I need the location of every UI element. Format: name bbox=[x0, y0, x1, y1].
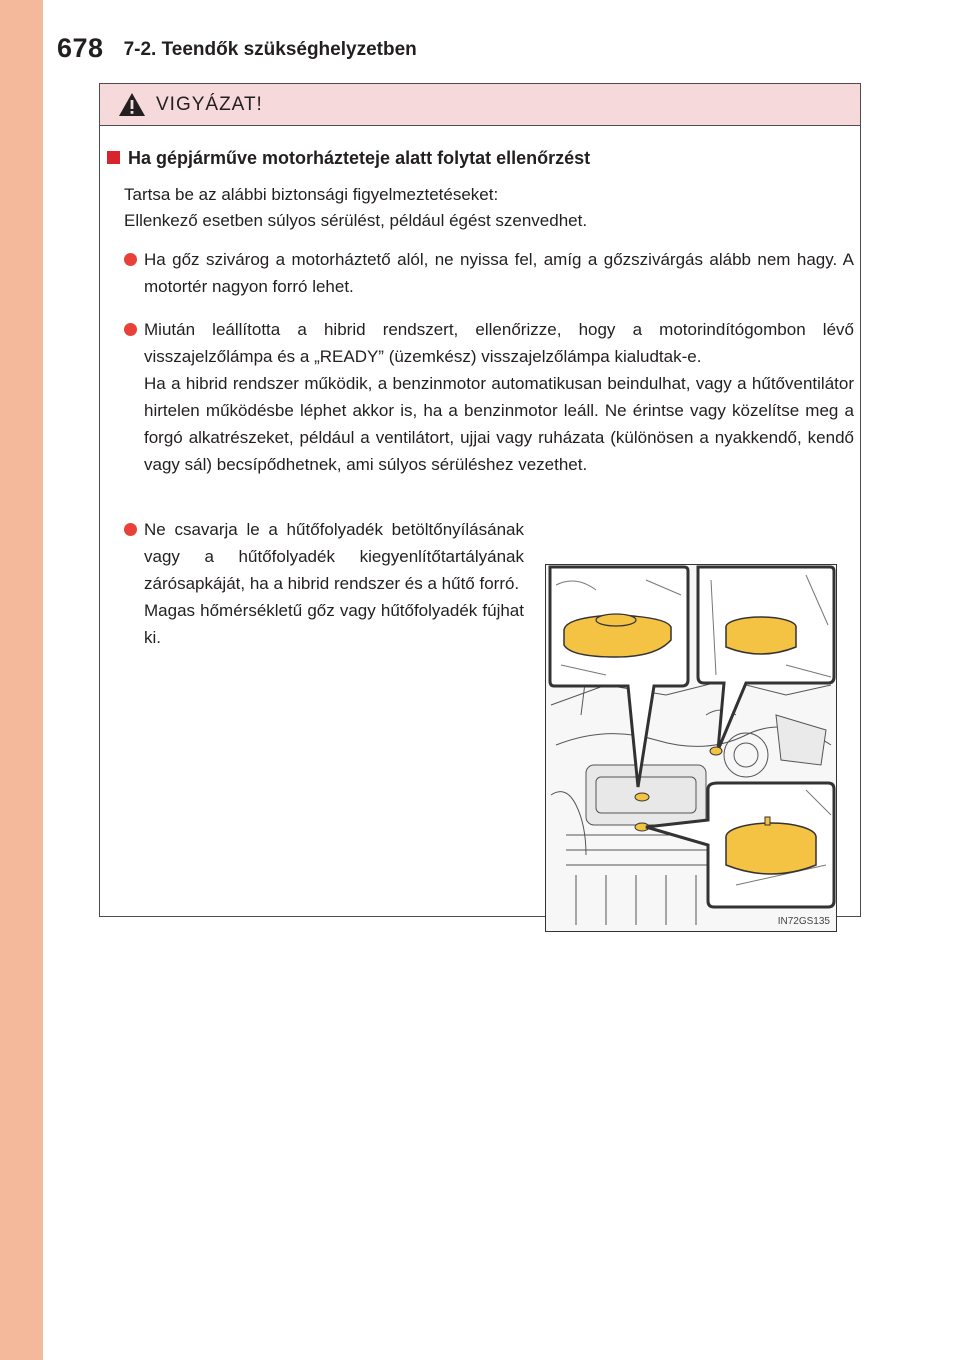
bullet-paragraph: Ha a hibrid rendszer működik, a benzinmotor automatikusan beindulhat, vagy a hűtőventilátor hirtelen működésbe léphet akkor is, ha a benzinmotor leáll. Ne érintse vagy közelítse meg a forgó alkatrészeket, például a ventilátort, ujjai vagy ruházata (különösen a nyakkendő, kendő vagy sál) becsípődhetnek, ami súlyos sérüléshez vezethet. bbox=[144, 374, 854, 474]
page-header bbox=[57, 24, 417, 64]
warning-header bbox=[100, 84, 860, 126]
page-number: 678 bbox=[57, 33, 104, 63]
bullet-item bbox=[124, 516, 524, 651]
engine-bay-drawing bbox=[546, 565, 836, 931]
square-bullet-icon bbox=[107, 151, 120, 164]
bullet-paragraph: Miután leállította a hibrid rendszert, ellenőrizze, hogy a motorindítógombon lévő visszajelzőlámpa és a „READY” (üzemkész) visszajelzőlámpa kialudtak-e. bbox=[144, 320, 854, 366]
warning-title: VIGYÁZAT! bbox=[156, 93, 263, 115]
warning-subheading bbox=[107, 148, 590, 169]
intro-line: Tartsa be az alábbi biztonsági figyelmeztetéseket: bbox=[124, 185, 499, 204]
bullet-dot-icon bbox=[124, 323, 137, 336]
side-color-stripe bbox=[0, 0, 43, 1360]
bullet-dot-icon bbox=[124, 253, 137, 266]
engine-bay-illustration bbox=[545, 564, 837, 932]
warning-box bbox=[99, 83, 861, 927]
image-code: IN72GS135 bbox=[777, 916, 830, 927]
bullet-dot-icon bbox=[124, 523, 137, 536]
bullet-item bbox=[124, 246, 854, 300]
bullet-paragraph: Ha gőz szivárog a motorháztető alól, ne nyissa fel, amíg a gőzszivárgás alább nem hagy. A motortér nagyon forró lehet. bbox=[144, 250, 854, 296]
intro-text bbox=[124, 182, 844, 234]
section-title: 7-2. Teendők szükséghelyzetben bbox=[123, 39, 417, 60]
warning-triangle-icon bbox=[118, 92, 146, 117]
bullet-paragraph: Ne csavarja le a hűtőfolyadék betöltőnyílásának vagy a hűtőfolyadék kiegyenlítőtartályának zárósapkáját, ha a hibrid rendszer és a hűtő forró. bbox=[144, 520, 524, 593]
bullet-paragraph: Magas hőmérsékletű gőz vagy hűtőfolyadék fújhat ki. bbox=[144, 601, 524, 647]
bullet-item bbox=[124, 316, 854, 478]
intro-line: Ellenkező esetben súlyos sérülést, például égést szenvedhet. bbox=[124, 211, 588, 230]
subheading-text: Ha gépjárműve motorházteteje alatt folytat ellenőrzést bbox=[128, 148, 591, 168]
